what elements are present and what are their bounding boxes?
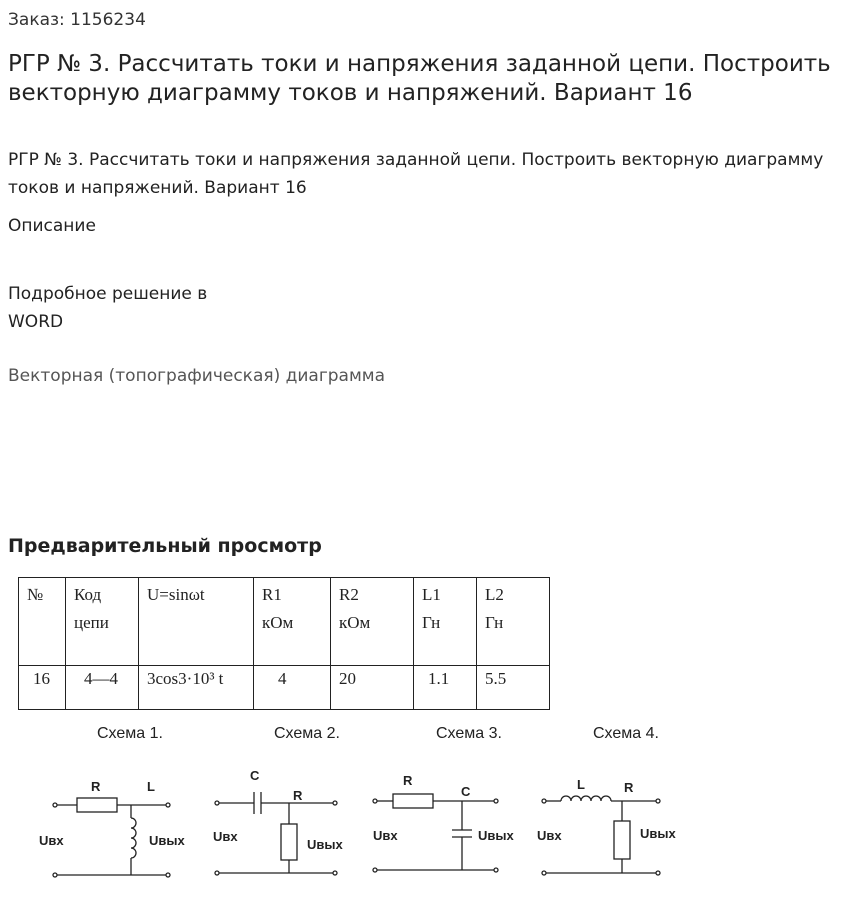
- header-text: U=sinωt: [147, 585, 205, 604]
- table-cell: 16: [19, 666, 66, 710]
- circuit-schemes: [0, 712, 847, 902]
- scheme-1-circuit: [39, 779, 185, 877]
- inductor-symbol: [561, 796, 611, 801]
- order-number: Заказ: 1156234: [8, 10, 146, 30]
- preview-heading: Предварительный просмотр: [8, 535, 322, 557]
- header-text: L1: [422, 585, 441, 604]
- resistor-label: R: [91, 779, 101, 794]
- resistor-label: R: [403, 773, 413, 788]
- header-text: Гн: [422, 613, 441, 632]
- header-text: Гн: [485, 613, 504, 632]
- output-voltage-label: Uвых: [149, 833, 185, 848]
- inductor-label: L: [147, 779, 155, 794]
- table-header-row: [19, 578, 550, 666]
- scheme-4-circuit: [537, 777, 676, 875]
- header-text: L2: [485, 585, 504, 604]
- table-header-cell: [254, 578, 331, 666]
- description-text: [8, 280, 207, 336]
- table-header-cell: [331, 578, 414, 666]
- description-heading: Описание: [8, 216, 96, 236]
- table-cell: 3cos3·10³ t: [139, 666, 254, 710]
- output-voltage-label: Uвых: [478, 828, 514, 843]
- table-header-cell: [66, 578, 139, 666]
- resistor-label: R: [624, 780, 634, 795]
- description-line: WORD: [8, 312, 64, 332]
- table-cell: 4—4: [66, 666, 139, 710]
- input-voltage-label: Uвх: [373, 828, 398, 843]
- description-line: Подробное решение в: [8, 284, 208, 304]
- table-cell: 4: [254, 666, 331, 710]
- header-text: кОм: [339, 613, 371, 632]
- inductor-symbol: [131, 818, 136, 858]
- table-row: [19, 666, 550, 710]
- header-text: цепи: [74, 613, 109, 632]
- scheme-4-title: Схема 4.: [593, 725, 659, 742]
- page-title: РГР № 3. Рассчитать токи и напряжения заданной цепи. Построить векторную диаграмму токов и напряжений. Вариант 16: [8, 51, 831, 106]
- input-voltage-label: Uвх: [537, 828, 562, 843]
- header-text: №: [27, 585, 44, 604]
- table-header-cell: [414, 578, 477, 666]
- output-voltage-label: Uвых: [640, 826, 676, 841]
- header-text: кОм: [262, 613, 294, 632]
- input-voltage-label: Uвх: [39, 833, 64, 848]
- variant-table: [18, 577, 550, 710]
- capacitor-label: C: [461, 784, 471, 799]
- inductor-label: L: [577, 777, 585, 792]
- scheme-1-title: Схема 1.: [97, 725, 163, 742]
- header-text: R1: [262, 585, 282, 604]
- table-header-cell: [139, 578, 254, 666]
- resistor-label: R: [293, 788, 303, 803]
- header-text: Код: [74, 585, 102, 604]
- input-voltage-label: Uвх: [213, 829, 238, 844]
- scheme-3-circuit: [373, 773, 514, 872]
- table-header-cell: [19, 578, 66, 666]
- product-subtitle: РГР № 3. Рассчитать токи и напряжения заданной цепи. Построить векторную диаграмму токов и напряжений. Вариант 16: [8, 150, 824, 198]
- capacitor-label: C: [250, 768, 260, 783]
- scheme-2-title: Схема 2.: [274, 725, 340, 742]
- table-header-cell: [477, 578, 550, 666]
- scheme-3-title: Схема 3.: [436, 725, 502, 742]
- table-cell: 20: [331, 666, 414, 710]
- scheme-2-circuit: [213, 768, 343, 875]
- table-cell: 1.1: [414, 666, 477, 710]
- output-voltage-label: Uвых: [307, 837, 343, 852]
- diagram-caption: Векторная (топографическая) диаграмма: [8, 366, 386, 386]
- header-text: R2: [339, 585, 359, 604]
- table-cell: 5.5: [477, 666, 550, 710]
